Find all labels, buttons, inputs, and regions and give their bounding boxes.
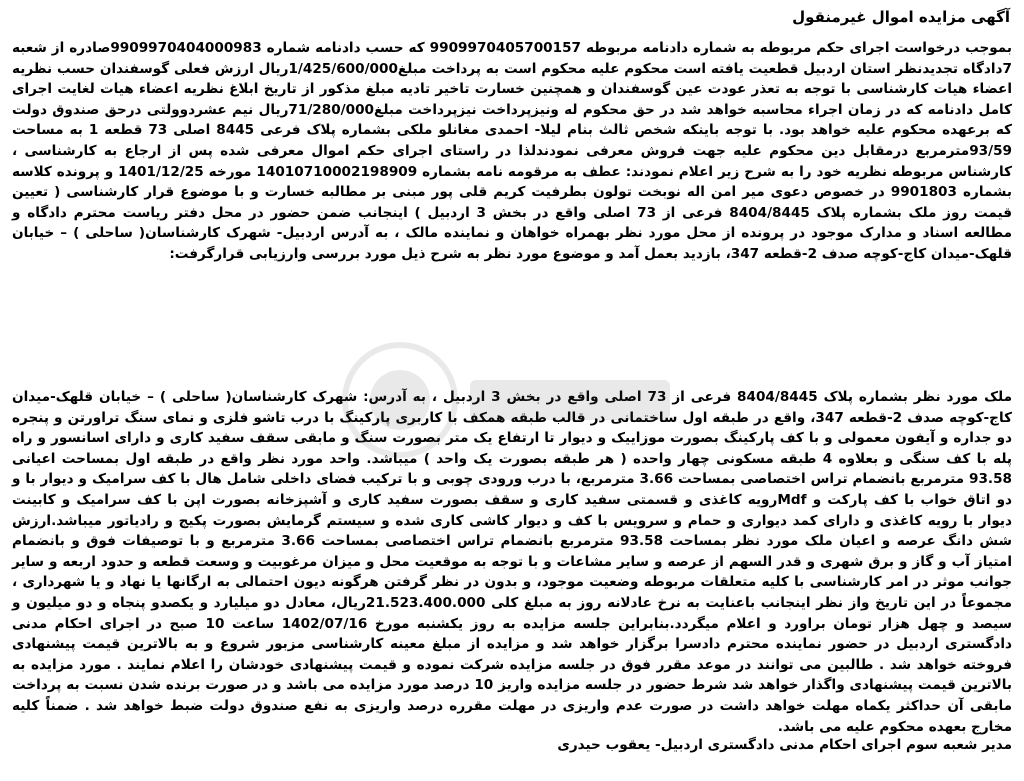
notice-paragraph-2: ملک مورد نظر بشماره پلاک 8404/8445 فرعی از 73 اصلی واقع در بخش 3 اردبیل ، به آدرس: شهرک کارشناسان( ساحلی ) – خیابان قلهک-میدان کاج-کوچه صدف 2-قطعه 347، واقع در طبقه اول ساختمانی در قالب طبقه همکف با کاربری پارکینگ با درب تاشو فلزی و نمای سنگ تراورتن و پنجره دو جداره و آیفون معمولی و با کف پارکینگ بصورت موزاییک و دیوار تا ارتفاع یک متر بصورت سنگ و مابقی سقف سفید کاری و دارای اسانسور و راه پله با کف سنگی و بعلاوه 4 طبقه مسکونی چهار واحده ( هر طبقه بصورت یک واحد ) میباشد. واحد مورد نظر واقع در طبقه اول بمساحت اعیانی 93.58 مترمربع بانضمام تراس اختصاصی بمساحت 3.66 مترمربع، با درب ورودی چوبی و با ترکیب فضای داخلی شامل هال با کف سرامیک و دیوار با و دو اتاق خواب با کف پارکت و Mdfرویه کاغذی و قسمتی سفید کاری و سقف بصورت سفید کاری و آشپزخانه بصورت اپن با کف سرامیک و کابینت دیوار با رویه کاغذی و دارای کمد دیواری و حمام و سرویس با کف و دیوار کاشی کاری شده و سیستم گرمایش بصورت پکیج و رادیاتور میباشد.ارزش شش دانگ عرصه و اعیان ملک مورد نظر بمساحت 93.58 مترمربع بانضمام تراس اختصاصی بمساحت 3.66 مترمربع و با توصیفات فوق و بانضمام امتیاز آب و گاز و برق شهری و قدر السهم از عرصه و سایر مشاعات و با توجه به موقعیت محل و میزان مرغوبیت و وسعت قطعه و حدود اربعه و سایر جوانب موثر در امر کارشناسی با کلیه متعلقات مربوطه وضعیت موجود، و بدون در نظر گرفتن هرگونه دیون احتمالی به ارگانها یا نهاد و یا شهرداری ، مجموعاً در این تاریخ واز نظر اینجانب باعنایت به نرخ عادلانه روز به مبلغ کلی 21.523.400.000ریال، معادل دو میلیارد و یکصدو پنجاه و دو میلیون و سیصد و چهل هزار تومان براورد و اعلام میگردد.بنابراین جلسه مزایده به روز یکشنبه مورخ 1402/07/16 ساعت 10 صبح در اجرای احکام مدنی دادگستری اردبیل در حضور نماینده محترم دادسرا برگزار خواهد شد و مزایده از مبلغ معینه کارشناسی مزبور شروع و به بالاترین قیمت پیشنهادی فروخته خواهد شد . طالبین می توانند در موعد مقرر فوق در جلسه مزایده شرکت نموده و قیمت پیشنهادی خودشان را اعلام نمایند . مورد مزایده به بالاترین قیمت پیشنهادی واگذار خواهد شد شرط حضور در جلسه مزایده واریز 10 درصد مورد مزایده می باشد و در صورت برنده شدن نسبت به پرداخت مابقی آن حداکثر یکماه مهلت خواهد داشت در صورت عدم واریزی در مهلت مقرره درصد واریزی به نفع صندوق دولت ضبط خواهد شد . ضمناً کلیه مخارج بعهده محکوم علیه می باشد. [12, 389, 1013, 735]
notice-title: آگهی مزایده اموال غیرمنقول [792, 8, 1010, 26]
notice-paragraph-1: بموجب درخواست اجرای حکم مربوطه به شماره دادنامه مربوطه 9909970405700157 که حسب دادنامه شماره 9909970404000983صادره از شعبه 7دادگاه تجدیدنظر استان اردبیل قطعیت یافته است محکوم علیه محکوم است به پرداخت مبلغ1/425/600/000ریال ارزش فعلی گوسفندان حسب نظریه اعضاء هیات کارشناسی با توجه به تعذر عودت عین گوسفندان و همچنین خسارت تاخیر تادیه مبلغ مذکور از تاریخ ابلاغ نظریه اعضاء هیات لغایت اجرای کامل دادنامه که در زمان اجراء محاسبه خواهد شد در حق محکوم له ونیزپرداخت نیزپرداخت مبلغ71/280/000ریال نیم عشردوولتی درحق صندوق دولت که برعهده محکوم علیه خواهد بود. با توجه باینکه شخص ثالث بنام لیلا- احمدی مغانلو ملکی بشماره پلاک فرعی 8445 اصلی 73 قطعه 1 به مساحت 93/59مترمربع درمقابل دین محکوم علیه جهت فروش معرفی نمودندلذا در راستای اجرای حکم اموال معرفی شده پس از ارجاع به کارشناسی ، کارشناس مربوطه نظریه خود را به شرح زیر اعلام نمودند: عطف به مرقومه نامه بشماره 14010710002198909 مورخه 1401/12/25 و پرونده کلاسه بشماره 9901803 در خصوص دعوی میر امن اله نوبخت تولون بطرفیت کریم قلی پور مبنی بر مطالبه خسارت و با موضوع قرار کارشناسی ( تعیین قیمت روز ملک بشماره پلاک 8404/8445 فرعی از 73 اصلی واقع در بخش 3 اردبیل ) اینجانب ضمن حضور در محل دفتر ریاست محترم دادگاه و مطالعه اسناد و مدارک موجود در پرونده از محل مورد نظر بهمراه خواهان و نماینده مالک ، به آدرس اردبیل- شهرک کارشناسان( ساحلی ) – خیابان قلهک-میدان کاج-کوچه صدف 2-قطعه 347، بازدید بعمل آمد و موضوع مورد نظر به شرح ذیل مورد بررسی وارزیابی قرارگرفت: [12, 40, 1012, 262]
signature-line: مدیر شعبه سوم اجرای احکام مدنی دادگستری اردبیل- یعقوب حیدری [557, 737, 1012, 753]
